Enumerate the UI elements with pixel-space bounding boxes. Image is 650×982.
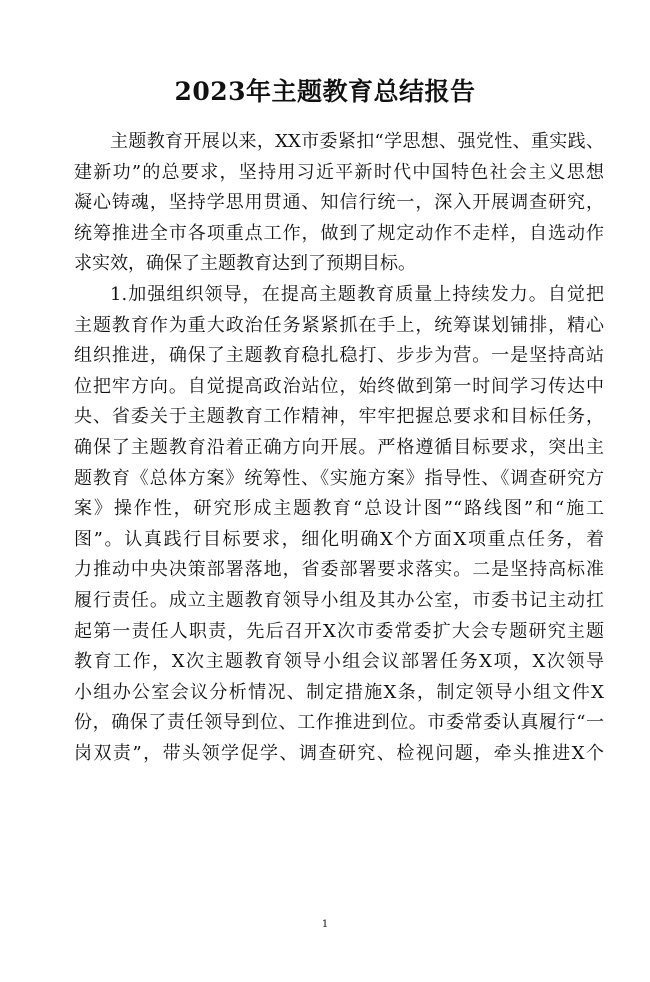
document-title: 2023年主题教育总结报告 (174, 77, 476, 106)
paragraph-2-line-13: 教育工作，X次主题教育领导小组会议部署任务X项，X次领导 (74, 651, 604, 673)
paragraph-2-line-9: 图”。认真践行目标要求，细化明确X个方面X项重点任务，着 (74, 528, 604, 550)
paragraph-1-line-1: 主题教育开展以来，XX市委紧扣“学思想、强党性、重实践、 (110, 131, 604, 152)
paragraph-2-line-2: 主题教育作为重大政治任务紧紧抓在手上，统筹谋划铺排，精心 (74, 314, 604, 336)
paragraph-2-line-10: 力推动中央决策部署落地，省委部署要求落实。二是坚持高标准 (74, 559, 604, 581)
paragraph-2-line-8: 案》操作性，研究形成主题教育“总设计图”“路线图”和“施工 (74, 498, 604, 520)
page-number: 1 (321, 919, 329, 930)
paragraph-2-line-6: 确保了主题教育沿着正确方向开展。严格遵循目标要求，突出主 (74, 436, 604, 458)
paragraph-2-line-15: 份，确保了责任领导到位、工作推进到位。市委常委认真履行“一 (74, 712, 604, 734)
paragraph-2-line-7: 题教育《总体方案》统筹性、《实施方案》指导性、《调查研究方 (74, 467, 604, 489)
paragraph-1-line-4: 统筹推进全市各项重点工作，做到了规定动作不走样，自选动作 (74, 222, 604, 244)
paragraph-1-line-5: 求实效，确保了主题教育达到了预期目标。 (74, 253, 416, 275)
paragraph-1-line-2: 建新功”的总要求，坚持用习近平新时代中国特色社会主义思想 (74, 161, 604, 183)
paragraph-2-line-4: 位把牢方向。自觉提高政治站位，始终做到第一时间学习传达中 (74, 375, 604, 397)
paragraph-2-line-14: 小组办公室会议分析情况、制定措施X条，制定领导小组文件X (74, 681, 604, 703)
paragraph-2-line-16: 岗双责”，带头领学促学、调查研究、检视问题，牵头推进X个 (74, 742, 604, 764)
paragraph-2-line-1: 1.加强组织领导，在提高主题教育质量上持续发力。自觉把 (110, 283, 604, 305)
paragraph-2-line-11: 履行责任。成立主题教育领导小组及其办公室，市委书记主动扛 (74, 589, 604, 611)
paragraph-2-line-12: 起第一责任人职责，先后召开X次市委常委扩大会专题研究主题 (74, 620, 604, 642)
document-body (74, 127, 604, 769)
paragraph-2-line-3: 组织推进，确保了主题教育稳扎稳打、步步为营。一是坚持高站 (74, 345, 604, 367)
paragraph-2-line-5: 央、省委关于主题教育工作精神，牢牢把握总要求和目标任务， (74, 406, 604, 428)
paragraph-1-line-3: 凝心铸魂，坚持学思用贯通、知信行统一，深入开展调查研究， (74, 192, 604, 214)
